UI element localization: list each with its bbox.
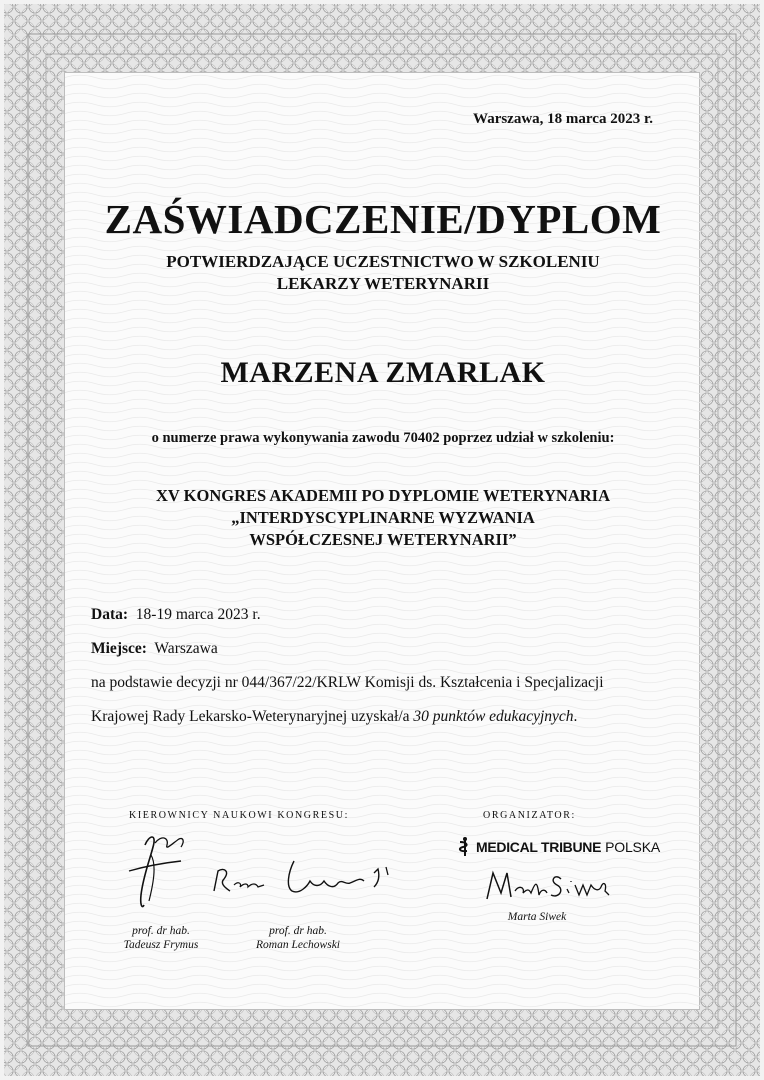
organizer-siwek [487,910,587,924]
person-2-title: prof. dr hab. [269,925,327,937]
person-2-name: Roman Lechowski [255,939,340,951]
points-text: 30 punktów edukacyjnych [413,708,574,725]
basis-line-1: na podstawie decyzji nr 044/367/22/KRLW Komisji ds. Kształcenia i Specjalizacji [91,674,604,691]
logo-main-text: MEDICAL TRIBUNE [476,839,602,855]
logo-sub-text: POLSKA [605,839,660,855]
date-value: 18-19 marca 2023 r. [135,606,261,623]
place-label: Miejsce: [91,640,147,657]
date-row [91,598,681,632]
signature-lechowski [210,853,400,903]
subtitle-line-2: LEKARZY WETERYNARII [276,274,490,293]
organizer-heading: ORGANIZATOR: [483,810,576,821]
license-sentence: o numerze prawa wykonywania zawodu 70402 poprzez udział w szkoleniu: [151,430,615,446]
course-line-2: „INTERDYSCYPLINARNE WYZWANIA [231,508,535,527]
course-line-3: WSPÓŁCZESNEJ WETERYNARII” [249,530,517,549]
director-frymus [101,924,221,952]
place-row [91,632,681,666]
person-1-name: Tadeusz Frymus [123,939,199,951]
signature-frymus [123,825,193,915]
certificate-title: ZAŚWIADCZENIE/DYPLOM [104,196,662,242]
basis-text: Krajowej Rady Lekarsko-Weterynaryjnej uzyskał/a [91,708,414,725]
medical-tribune-logo [457,837,660,857]
course-details [91,598,681,734]
basis-line-2 [91,700,681,734]
course-title [65,485,701,551]
recipient-name: MARZENA ZMARLAK [220,356,546,389]
scientific-directors-heading: KIEROWNICY NAUKOWI KONGRESU: [129,810,349,821]
place-value: Warszawa [154,640,218,657]
place-and-date: Warszawa, 18 marca 2023 r. [473,111,653,127]
certificate-panel [64,72,700,1010]
person-3-name: Marta Siwek [507,911,567,923]
basis-end: . [573,708,578,725]
director-lechowski [233,924,363,952]
date-label: Data: [91,606,129,623]
subtitle-line-1: POTWIERDZAJĄCE UCZESTNICTWO W SZKOLENIU [166,252,600,271]
signature-siwek [483,865,613,905]
person-1-title: prof. dr hab. [132,925,190,937]
certificate-subtitle [65,251,701,295]
course-line-1: XV KONGRES AKADEMII PO DYPLOMIE WETERYNARIA [156,486,610,505]
caduceus-icon [457,837,473,857]
